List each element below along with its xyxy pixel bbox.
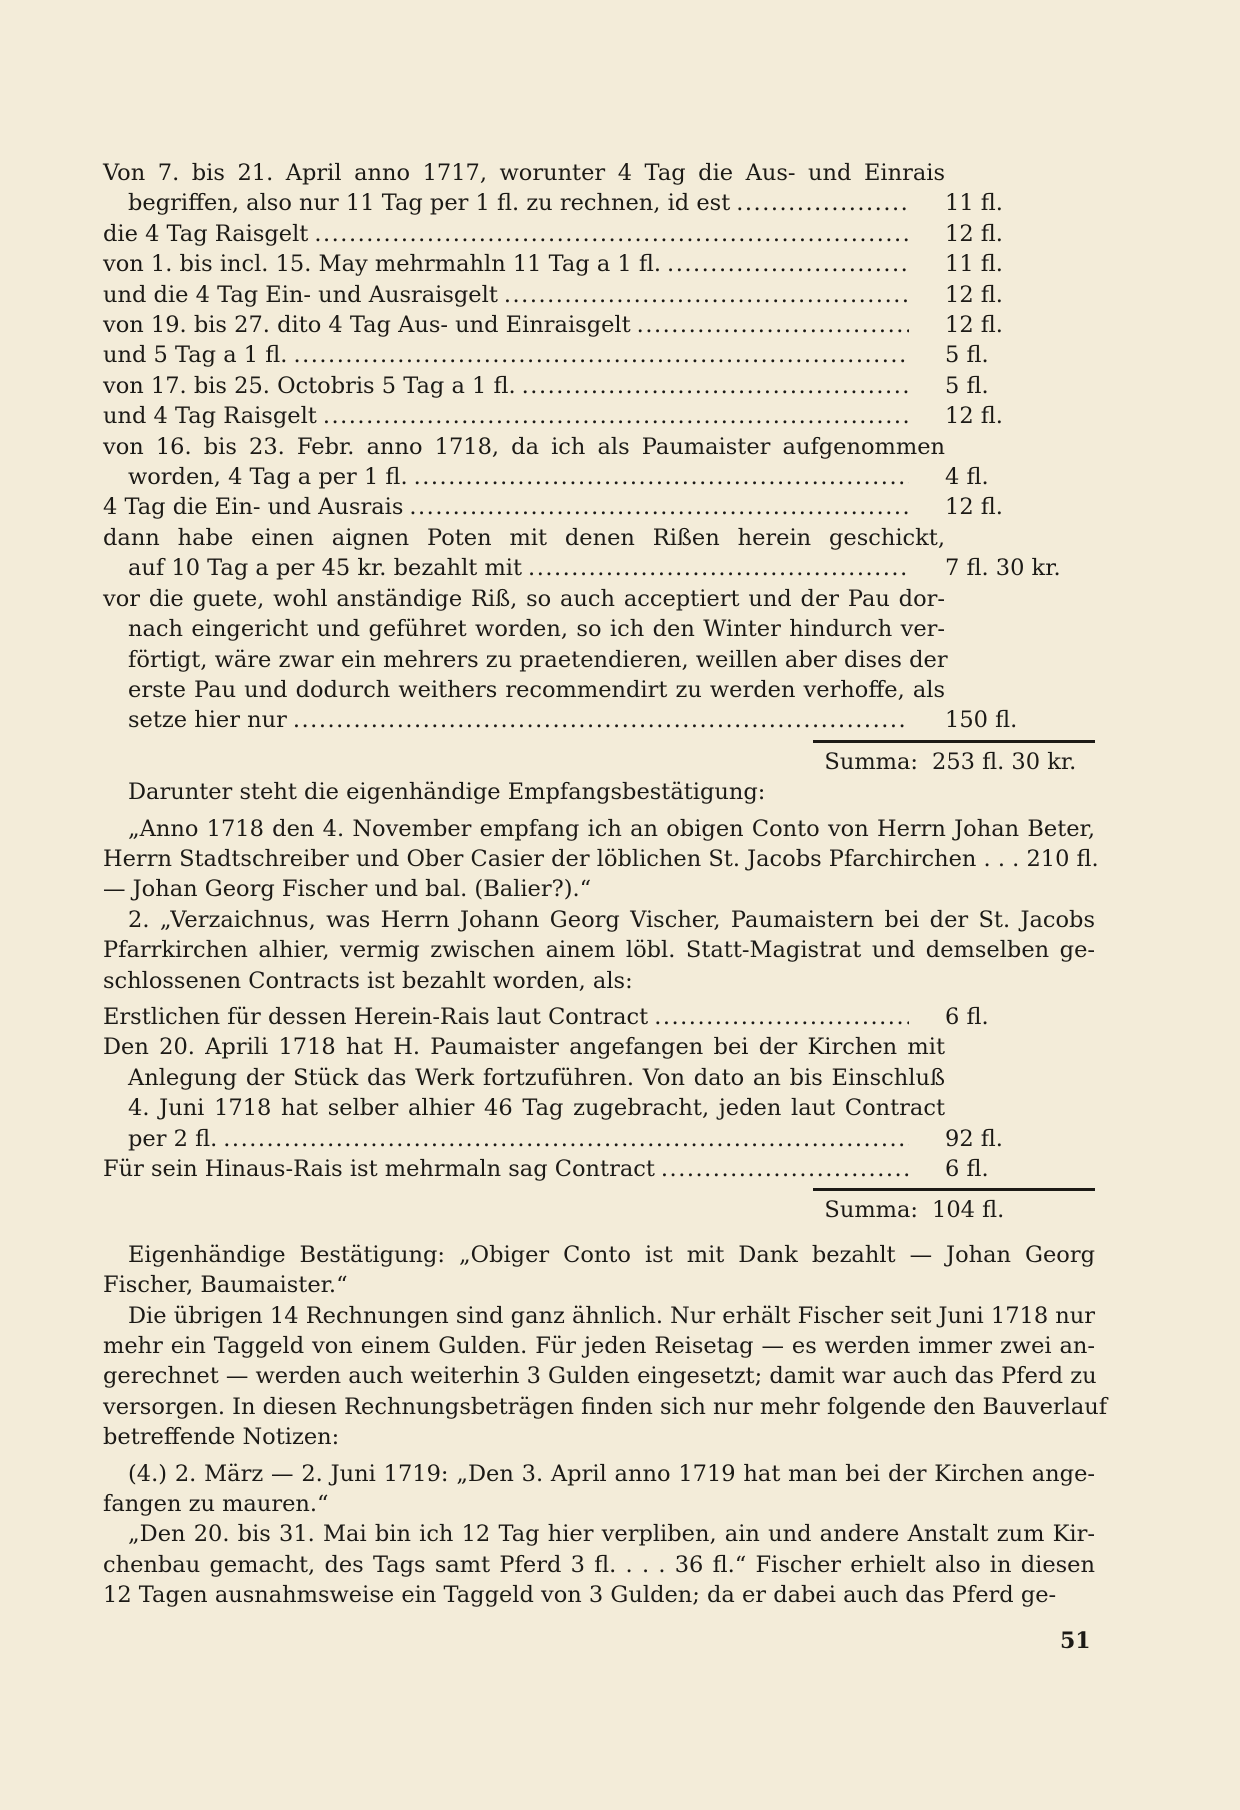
account-amount: 6 fl. bbox=[945, 1003, 989, 1030]
receipt-quote bbox=[103, 814, 1099, 905]
leader-dots bbox=[736, 188, 909, 218]
leader-dots bbox=[528, 553, 909, 583]
sum-label-2: Summa: bbox=[824, 1197, 918, 1224]
account-line-text: von 17. bis 25. Octobris 5 Tag a 1 fl. bbox=[103, 372, 516, 399]
text-line: betreffende Notizen: bbox=[103, 1424, 340, 1451]
text-line: chenbau gemacht, des Tags samt Pferd 3 fl. . . . 36 fl.“ Fischer erhielt also in diesen bbox=[103, 1551, 1095, 1578]
account-line-text: vor die guete, wohl anständige Riß, so auch acceptiert und der Pau dor- bbox=[103, 585, 945, 612]
account-line bbox=[103, 219, 1095, 249]
text-line: Herrn Stadtschreiber und Ober Casier der löblichen St. Jacobs Pfarchirchen . . . 210 fl. bbox=[103, 845, 1099, 872]
leader-dots bbox=[223, 1124, 909, 1154]
account-line-text: erste Pau und dodurch weithers recommendirt zu werden verhoffe, als bbox=[128, 676, 945, 703]
account-line-text: Den 20. Aprili 1718 hat H. Paumaister angefangen bei der Kirchen mit bbox=[103, 1034, 945, 1061]
account-line-text: Erstlichen für dessen Herein-Rais laut Contract bbox=[103, 1003, 649, 1030]
account-line bbox=[103, 492, 1095, 522]
account-amount: 92 fl. bbox=[945, 1125, 1003, 1152]
account-line bbox=[103, 432, 945, 462]
page-content bbox=[103, 158, 1108, 1611]
account-amount: 5 fl. bbox=[945, 372, 989, 399]
text-line: Eigenhändige Bestätigung: „Obiger Conto ist mit Dank bezahlt — Johan Georg bbox=[128, 1241, 1095, 1268]
account-line-text: auf 10 Tag a per 45 kr. bezahlt mit bbox=[128, 555, 523, 582]
leader-dots bbox=[409, 492, 909, 522]
leader-dots bbox=[414, 462, 909, 492]
item-2-heading bbox=[103, 905, 1095, 996]
account-line bbox=[103, 249, 1095, 279]
account-line bbox=[103, 1154, 1095, 1184]
account-line-text: förtigt, wäre zwar ein mehrers zu praetendieren, weillen aber dises der bbox=[128, 646, 948, 673]
text-line: fangen zu mauren.“ bbox=[103, 1491, 329, 1518]
account-line-text: Für sein Hinaus-Rais ist mehrmaln sag Contract bbox=[103, 1156, 655, 1182]
leader-dots bbox=[314, 219, 909, 249]
account-line-text: nach eingericht und geführet worden, so ich den Winter hindurch ver- bbox=[128, 616, 945, 643]
text-line: schlossenen Contracts ist bezahlt worden, als: bbox=[103, 967, 633, 994]
sum-label-1: Summa: bbox=[824, 748, 918, 775]
intro-receipt: Darunter steht die eigenhändige Empfangsbestätigung: bbox=[128, 779, 766, 806]
text-line: Fischer, Baumaister.“ bbox=[103, 1272, 348, 1299]
account-line-text: und 5 Tag a 1 fl. bbox=[103, 342, 288, 369]
text-line: — Johan Georg Fischer und bal. (Balier?).“ bbox=[103, 876, 592, 903]
account-amount: 4 fl. bbox=[945, 464, 989, 491]
account-line bbox=[103, 1093, 945, 1123]
text-line: (4.) 2. März — 2. Juni 1719: „Den 3. April anno 1719 hat man bei der Kirchen ange- bbox=[128, 1460, 1095, 1487]
account-amount: 11 fl. bbox=[945, 190, 1003, 217]
account-line-text: 4. Juni 1718 hat selber alhier 46 Tag zugebracht, jeden laut Contract bbox=[128, 1095, 945, 1122]
account-amount: 5 fl. bbox=[945, 342, 989, 369]
account-line bbox=[103, 1032, 945, 1062]
account-line-text: und 4 Tag Raisgelt bbox=[103, 403, 317, 430]
page-number: 51 bbox=[1060, 1628, 1091, 1654]
account-line bbox=[103, 614, 945, 644]
note-4-paragraph bbox=[103, 1459, 1095, 1520]
text-line: Pfarrkirchen alhier, vermig zwischen ainem löbl. Statt-Magistrat und demselben ge- bbox=[103, 937, 1095, 964]
leader-dots bbox=[667, 249, 909, 279]
account-line bbox=[103, 340, 1095, 370]
account-line-text: dann habe einen aignen Poten mit denen Rißen herein geschickt, bbox=[103, 524, 945, 551]
leader-dots bbox=[637, 310, 909, 340]
account-line-text: 4 Tag die Ein- und Ausrais bbox=[103, 494, 404, 521]
account-line-text: per 2 fl. bbox=[128, 1125, 218, 1152]
text-line: 2. „Verzaichnus, was Herrn Johann Georg Vischer, Paumaistern bei der St. Jacobs bbox=[128, 906, 1095, 933]
confirmation-paragraph bbox=[103, 1240, 1095, 1301]
text-line: 12 Tagen ausnahmsweise ein Taggeld von 3 Gulden; da er dabei auch das Pferd ge- bbox=[103, 1582, 1057, 1609]
text-line: versorgen. In diesen Rechnungsbeträgen finden sich nur mehr folgende den Bauverlauf bbox=[103, 1393, 1108, 1420]
account-line bbox=[103, 675, 945, 705]
account-line-text: worden, 4 Tag a per 1 fl. bbox=[128, 464, 408, 491]
account-list-2 bbox=[103, 1002, 1095, 1184]
text-line: „Den 20. bis 31. Mai bin ich 12 Tag hier verpliben, ain und andere Anstalt zum Kir- bbox=[128, 1521, 1095, 1548]
note-may-paragraph bbox=[103, 1519, 1095, 1610]
account-line-text: Von 7. bis 21. April anno 1717, worunter 4 Tag die Aus- und Einrais bbox=[103, 160, 945, 186]
account-line bbox=[103, 401, 1095, 431]
account-line bbox=[103, 553, 1095, 583]
account-line-text: und die 4 Tag Ein- und Ausraisgelt bbox=[103, 281, 498, 308]
account-line bbox=[103, 310, 1095, 340]
account-line bbox=[103, 1124, 1095, 1154]
account-amount: 7 fl. 30 kr. bbox=[945, 555, 1061, 582]
account-line-text: von 19. bis 27. dito 4 Tag Aus- und Einraisgelt bbox=[103, 312, 631, 339]
account-amount: 150 fl. bbox=[945, 707, 1018, 734]
account-line-text: von 16. bis 23. Febr. anno 1718, da ich als Paumaister aufgenommen bbox=[103, 433, 945, 460]
account-amount: 12 fl. bbox=[945, 281, 1003, 308]
sum-rule-1 bbox=[813, 740, 1095, 743]
account-line bbox=[103, 645, 948, 675]
account-line-text: von 1. bis incl. 15. May mehrmahln 11 Tag a 1 fl. bbox=[103, 251, 662, 278]
account-amount: 11 fl. bbox=[945, 251, 1003, 278]
account-line bbox=[103, 584, 945, 614]
account-amount: 12 fl. bbox=[945, 403, 1003, 430]
leader-dots bbox=[661, 1154, 909, 1184]
account-amount: 12 fl. bbox=[945, 220, 1003, 247]
account-line bbox=[103, 1002, 1095, 1032]
account-line bbox=[103, 188, 1095, 218]
sum-line-1 bbox=[103, 747, 1095, 777]
leader-dots bbox=[323, 401, 909, 431]
sum-line-2 bbox=[103, 1195, 1095, 1225]
sum-rule-2 bbox=[813, 1188, 1095, 1191]
text-line: mehr ein Taggeld von einem Gulden. Für jeden Reisetag — es werden immer zwei an- bbox=[103, 1333, 1095, 1360]
text-line: „Anno 1718 den 4. November empfang ich an obigen Conto von Herrn Johan Beter, bbox=[128, 815, 1095, 842]
leader-dots bbox=[293, 705, 909, 735]
account-line-text: setze hier nur bbox=[128, 707, 287, 734]
account-line bbox=[103, 371, 1095, 401]
account-amount: 6 fl. bbox=[945, 1156, 989, 1182]
leader-dots bbox=[504, 280, 909, 310]
text-line: Die übrigen 14 Rechnungen sind ganz ähnlich. Nur erhält Fischer seit Juni 1718 nur bbox=[128, 1302, 1096, 1329]
account-list-1 bbox=[103, 158, 1095, 736]
leader-dots bbox=[522, 371, 909, 401]
sum-value-1: 253 fl. 30 kr. bbox=[932, 748, 1077, 775]
account-line bbox=[103, 280, 1095, 310]
account-line-text: die 4 Tag Raisgelt bbox=[103, 220, 309, 247]
text-line: gerechnet — werden auch weiterhin 3 Gulden eingesetzt; damit war auch das Pferd zu bbox=[103, 1363, 1097, 1390]
account-line-text: Anlegung der Stück das Werk fortzuführen. Von dato an bis Einschluß bbox=[128, 1064, 945, 1091]
sum-value-2: 104 fl. bbox=[932, 1197, 1005, 1224]
account-amount: 12 fl. bbox=[945, 312, 1003, 339]
account-line bbox=[103, 462, 1095, 492]
account-line bbox=[103, 1063, 945, 1093]
account-line bbox=[103, 523, 945, 553]
leader-dots bbox=[654, 1002, 909, 1032]
body-paragraph bbox=[103, 1301, 1108, 1453]
account-line-text: begriffen, also nur 11 Tag per 1 fl. zu rechnen, id est bbox=[128, 190, 731, 217]
account-line bbox=[103, 705, 1095, 735]
account-line bbox=[103, 158, 945, 188]
account-amount: 12 fl. bbox=[945, 494, 1003, 521]
leader-dots bbox=[293, 340, 909, 370]
